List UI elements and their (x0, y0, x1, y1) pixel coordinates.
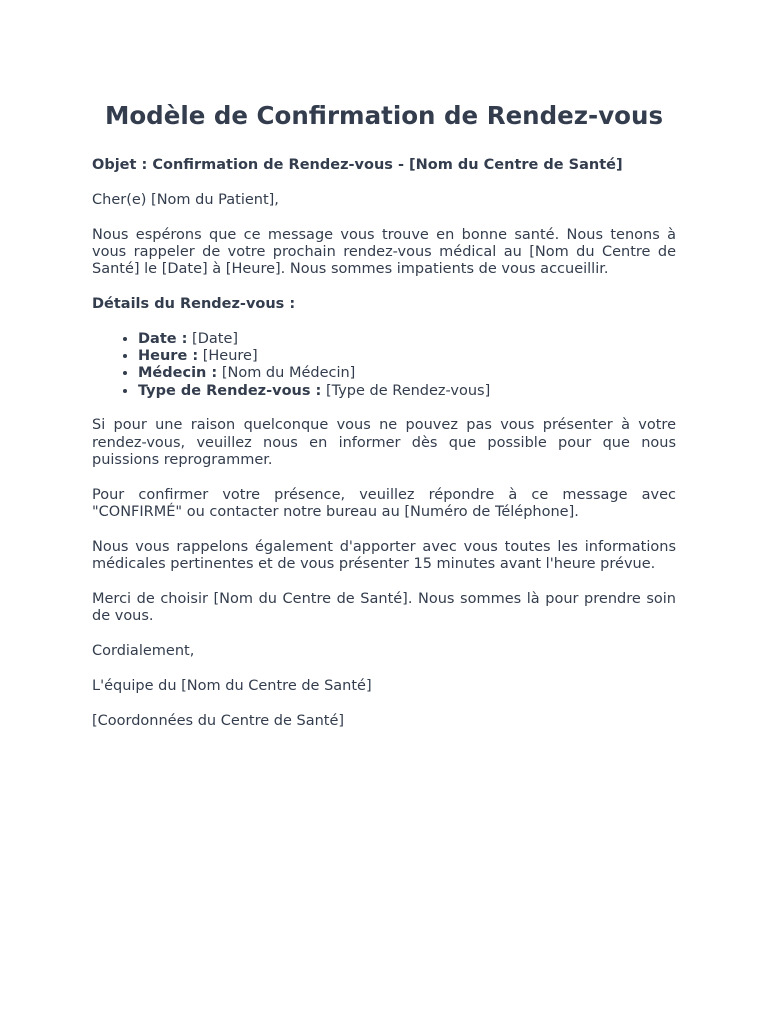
subject-line: Objet : Confirmation de Rendez-vous - [Nom du Centre de Santé] (92, 157, 623, 173)
thanks-paragraph: Merci de choisir [Nom du Centre de Santé]. Nous sommes là pour prendre soin de vous. (92, 591, 676, 625)
confirm-paragraph: Pour confirmer votre présence, veuillez répondre à ce message avec "CONFIRMÉ" ou contacter notre bureau au [Numéro de Téléphone]. (92, 486, 676, 521)
detail-item-type (138, 383, 676, 400)
detail-value: [Type de Rendez-vous] (325, 382, 491, 399)
details-list (92, 331, 676, 400)
details-heading: Détails du Rendez-vous : (92, 295, 296, 312)
reminder-paragraph: Nous vous rappelons également d'apporter avec vous toutes les informations médicales pertinentes et de vous présenter 15 minutes avant l'heure prévue. (92, 538, 676, 573)
detail-item-date (138, 331, 676, 348)
intro-paragraph: Nous espérons que ce message vous trouve en bonne santé. Nous tenons à vous rappeler de votre prochain rendez-vous médical au [Nom du Centre de Santé] le [Date] à [Heure]. Nous sommes impatients de vous accueillir. (92, 226, 676, 278)
signature: L'équipe du [Nom du Centre de Santé] (92, 677, 372, 694)
reschedule-paragraph: Si pour une raison quelconque vous ne pouvez pas vous présenter à votre rendez-vous, veuillez nous en informer dès que possible pour que nous puissions reprogrammer. (92, 417, 676, 469)
detail-value: [Heure] (202, 348, 258, 365)
greeting: Cher(e) [Nom du Patient], (92, 191, 279, 208)
document-title: Modèle de Confirmation de Rendez-vous (104, 101, 664, 130)
detail-label: Heure : (138, 348, 199, 365)
detail-label: Médecin : (138, 365, 218, 382)
detail-label: Date : (138, 330, 188, 347)
contact-info: [Coordonnées du Centre de Santé] (92, 712, 345, 729)
closing: Cordialement, (92, 643, 195, 660)
detail-value: [Date] (192, 330, 239, 347)
detail-item-time (138, 348, 676, 365)
detail-item-doctor (138, 365, 676, 382)
detail-value: [Nom du Médecin] (221, 365, 356, 382)
detail-label: Type de Rendez-vous : (138, 382, 322, 399)
